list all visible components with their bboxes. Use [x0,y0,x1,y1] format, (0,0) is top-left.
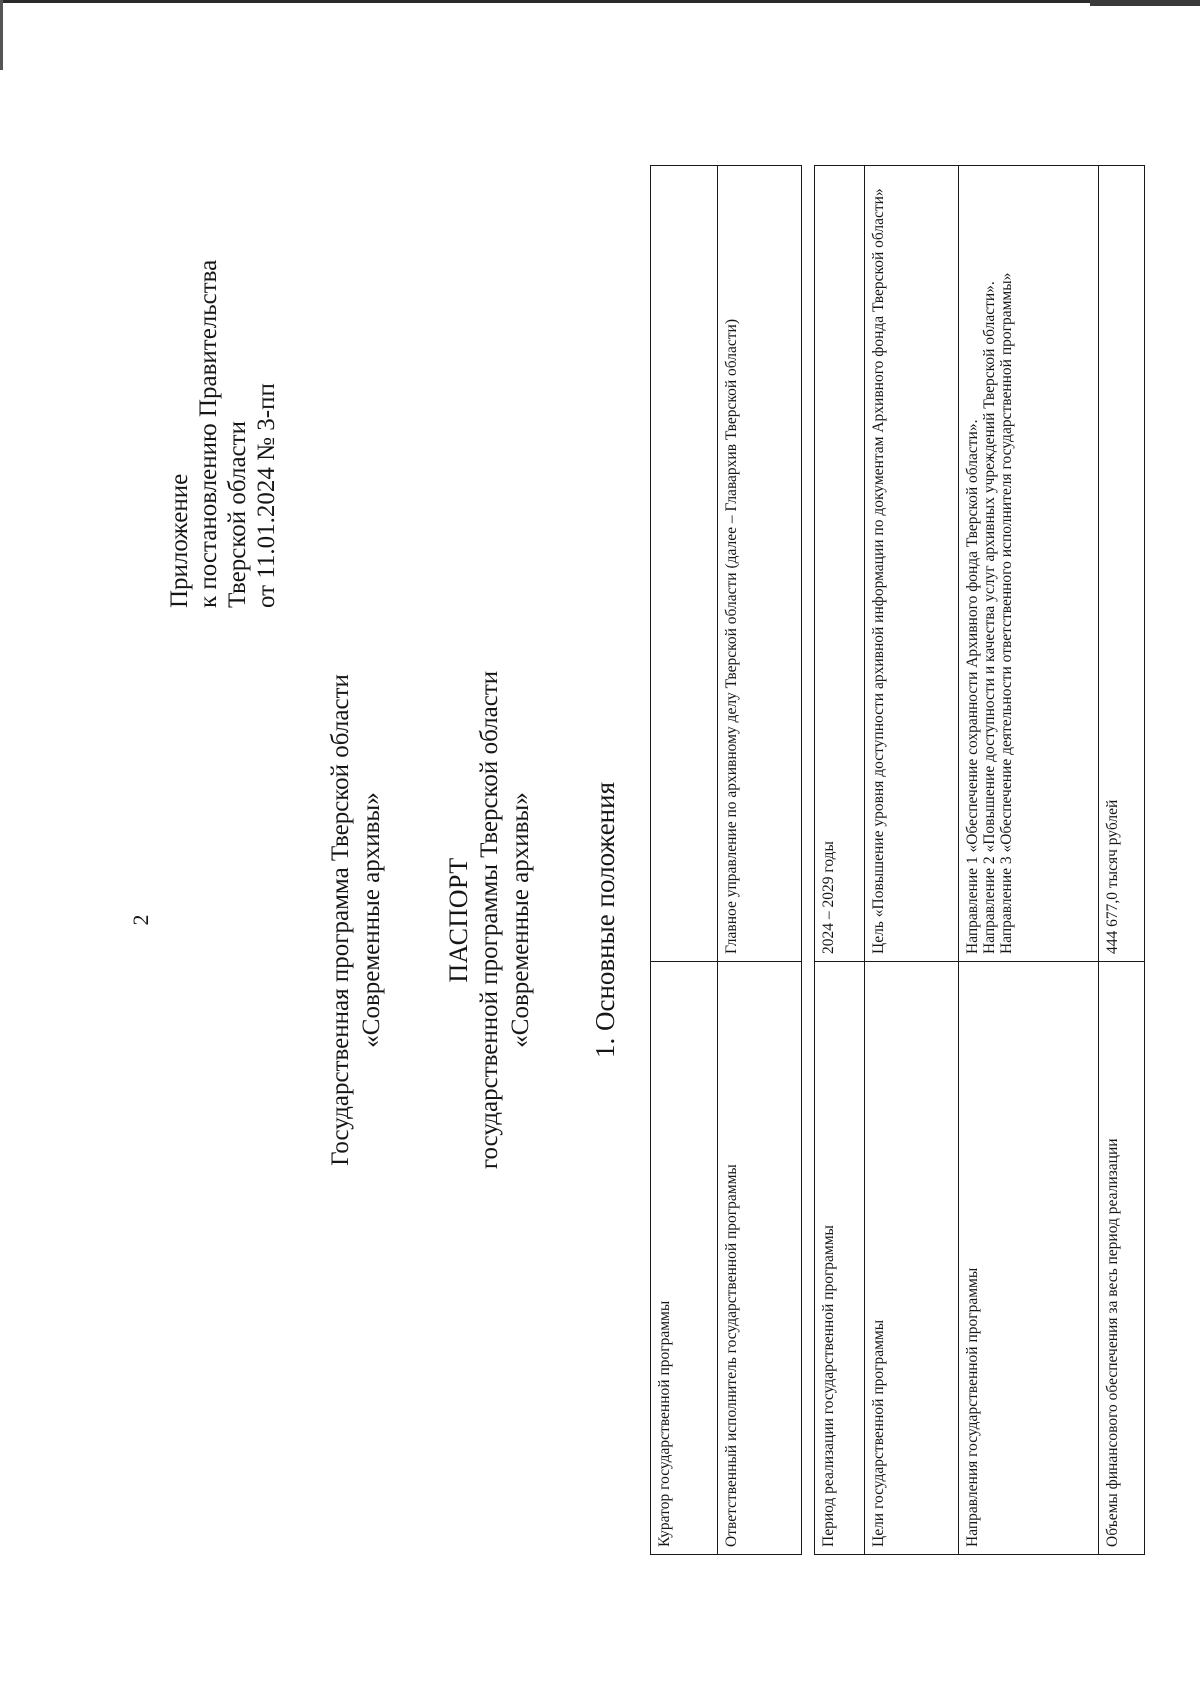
direction-2: Направление 2 «Повышение доступности и качества услуг архивных учреждений Тверской области». [981,281,998,954]
row-label-executor: Ответственный исполнитель государственной программы [718,962,802,1555]
scan-edge-top-right [1090,0,1200,6]
table-row [959,166,1099,1555]
row-value-period: 2024 – 2029 годы [815,166,865,962]
row-value-curator [651,166,718,962]
approval-line-2: к постановлению Правительства [195,259,222,608]
row-label-curator: Куратор государственной программы [651,962,718,1555]
main-provisions-table [650,165,1145,1555]
approval-line-4: от 11.01.2024 № 3-пп [253,383,280,608]
passport-table [650,165,1145,1555]
table-row [815,166,865,1555]
approval-stamp [165,138,281,608]
program-title-line-2: «Современные архивы» [358,792,385,1048]
direction-1: Направление 1 «Обеспечение сохранности Архивного фонда Тверской области». [964,419,981,954]
section-title: 1. Основные положения [590,782,620,1058]
scan-edge-top [0,0,1200,3]
page-number: 2 [128,914,153,926]
table-row [865,166,959,1555]
program-title [325,140,387,1700]
row-value-financing: 444 677,0 тысяч рублей [1099,166,1145,962]
approval-line-3: Тверской области [224,421,251,608]
row-label-period: Период реализации государственной программы [815,962,865,1555]
table-gap [802,166,815,1555]
row-value-directions [959,166,1099,962]
row-label-directions: Направления государственной программы [959,962,1099,1555]
table-row [718,166,802,1555]
row-value-executor: Главное управление по архивному делу Тверской области (далее – Главархив Тверской области) [718,166,802,962]
passport-line-1: государственной программы Тверской области [476,670,503,1170]
scan-edge-left [0,0,3,70]
document-page [50,140,1150,1700]
program-title-line-1: Государственная программа Тверской области [327,674,354,1166]
table-row [651,166,718,1555]
row-label-goals: Цели государственной программы [865,962,959,1555]
passport-heading: ПАСПОРТ [444,857,473,983]
approval-line-1: Приложение [166,473,193,608]
table-row [1099,166,1145,1555]
passport-line-2: «Современные архивы» [507,792,534,1048]
passport-title [443,140,536,1700]
direction-3: Направление 3 «Обеспечение деятельности ответственного исполнителя государственной программы» [998,272,1015,954]
row-label-financing: Объемы финансового обеспечения за весь период реализации [1099,962,1145,1555]
row-value-goals: Цель «Повышение уровня доступности архивной информации по документам Архивного фонда Тверской области» [865,166,959,962]
